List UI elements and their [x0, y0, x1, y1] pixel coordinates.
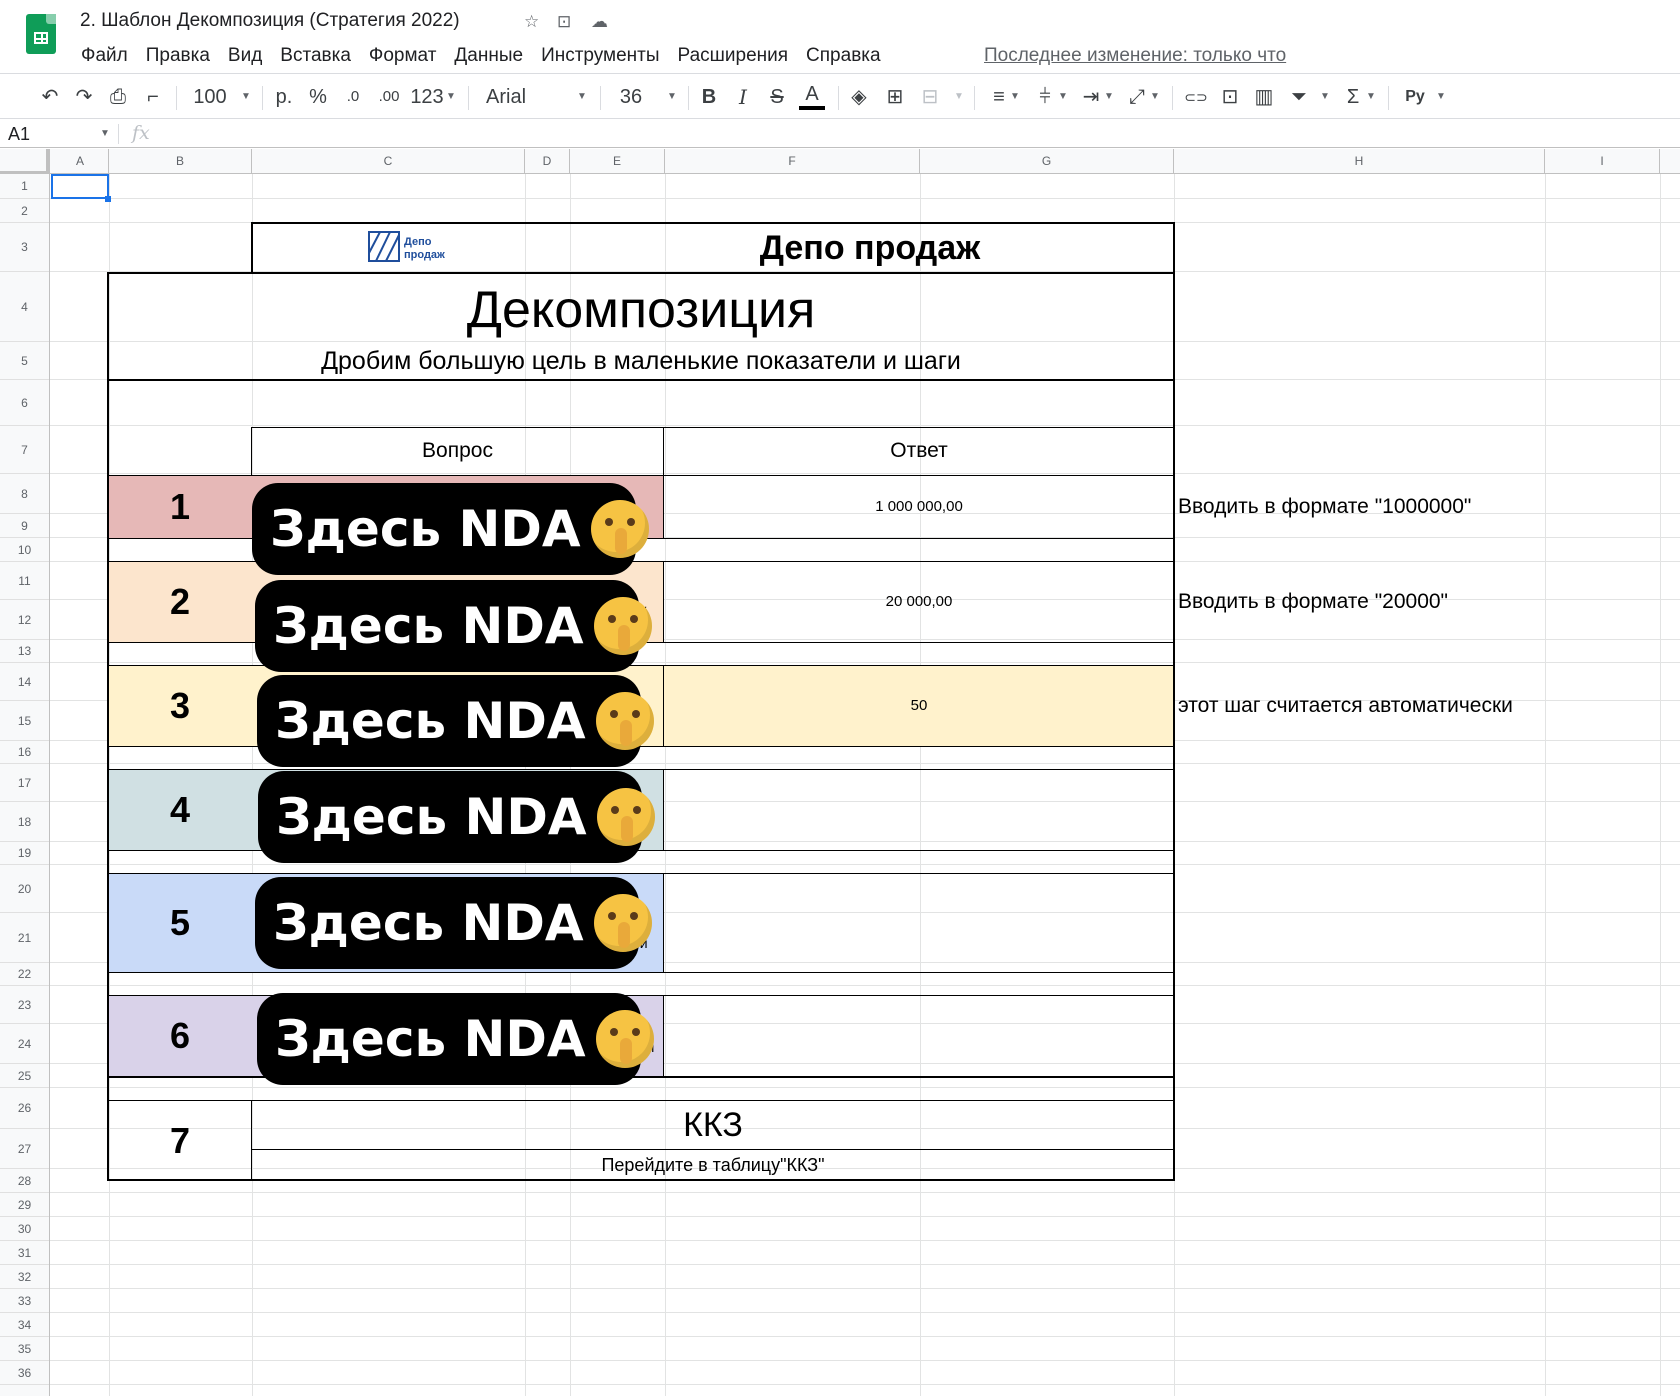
- column-header-a[interactable]: A: [52, 149, 109, 174]
- toolbar-separator: [838, 86, 839, 110]
- row-header-33[interactable]: 33: [0, 1289, 49, 1313]
- nda-redaction-label: Здесь NDA: [257, 993, 641, 1085]
- column-header-e[interactable]: E: [570, 149, 665, 174]
- answer-cell[interactable]: 1 000 000,00: [875, 498, 963, 515]
- column-header-c[interactable]: C: [252, 149, 525, 174]
- row-header-14[interactable]: 14: [0, 663, 49, 701]
- toolbar-separator: [176, 86, 177, 110]
- menu-insert[interactable]: Вставка: [280, 45, 351, 66]
- nda-redaction-label: Здесь NDA: [255, 877, 639, 969]
- row-header-10[interactable]: 10: [0, 538, 49, 562]
- chevron-down-icon[interactable]: ▼: [1058, 91, 1068, 102]
- decrease-decimals-button[interactable]: .0: [346, 88, 360, 105]
- percent-format-button[interactable]: %: [309, 86, 327, 108]
- chevron-down-icon[interactable]: ▼: [1436, 91, 1446, 102]
- step-number: 7: [169, 1120, 191, 1161]
- row-header-17[interactable]: 17: [0, 764, 49, 802]
- answer-cell[interactable]: 50: [910, 697, 928, 714]
- question-column-header: Вопрос: [422, 439, 493, 462]
- row-header-32[interactable]: 32: [0, 1265, 49, 1289]
- shushing-face-icon: [596, 692, 654, 750]
- input-hint-note: Вводить в формате "1000000": [1178, 495, 1472, 518]
- gridline: [50, 1288, 1680, 1289]
- zoom-select[interactable]: 100: [193, 86, 227, 108]
- redo-icon[interactable]: ↷: [75, 86, 93, 108]
- gridline: [50, 1336, 1680, 1337]
- more-formats-button[interactable]: 123: [410, 86, 444, 108]
- increase-decimals-button[interactable]: .00: [378, 88, 400, 105]
- row-header-22[interactable]: 22: [0, 963, 49, 986]
- row-header-27[interactable]: 27: [0, 1129, 49, 1169]
- column-header-i[interactable]: I: [1545, 149, 1660, 174]
- print-icon[interactable]: ⎙: [110, 86, 126, 108]
- row-header-15[interactable]: 15: [0, 701, 49, 741]
- text-color-button[interactable]: A: [799, 84, 825, 110]
- gridline: [1660, 174, 1661, 1396]
- gridline: [50, 1192, 1680, 1193]
- borders-icon[interactable]: ⊞: [886, 86, 904, 108]
- row-header-4[interactable]: 4: [0, 272, 49, 342]
- fx-icon: fx: [132, 122, 150, 144]
- gridline: [50, 1384, 1680, 1385]
- row-header-11[interactable]: 11: [0, 562, 49, 600]
- answer-cell[interactable]: 20 000,00: [885, 593, 953, 610]
- toolbar-separator: [1388, 86, 1389, 110]
- insert-comment-icon[interactable]: ⊡: [1221, 86, 1239, 108]
- bold-button[interactable]: B: [701, 86, 717, 108]
- fill-handle[interactable]: [105, 196, 111, 202]
- gridline: [50, 1216, 1680, 1217]
- column-header-f[interactable]: F: [665, 149, 920, 174]
- toolbar-separator: [688, 86, 689, 110]
- chevron-down-icon[interactable]: ▼: [100, 128, 110, 139]
- chevron-down-icon[interactable]: ▼: [667, 91, 677, 102]
- row-header-8[interactable]: 8: [0, 474, 49, 514]
- border-line: [663, 873, 664, 972]
- step-number: 3: [169, 685, 191, 726]
- row-header-3[interactable]: 3: [0, 223, 49, 272]
- step-number: 2: [169, 581, 191, 622]
- row-header-20[interactable]: 20: [0, 865, 49, 913]
- merge-cells-icon[interactable]: ⊟: [921, 86, 939, 108]
- text-wrap-icon[interactable]: ⇥: [1082, 86, 1100, 108]
- nda-redaction-label: Здесь NDA: [255, 580, 639, 672]
- chevron-down-icon[interactable]: ▼: [1320, 91, 1330, 102]
- strikethrough-button[interactable]: S: [770, 86, 784, 108]
- chevron-down-icon[interactable]: ▼: [954, 91, 964, 102]
- menu-help[interactable]: Справка: [806, 45, 881, 66]
- toolbar-separator: [974, 86, 975, 110]
- row-header-25[interactable]: 25: [0, 1064, 49, 1088]
- row-header-5[interactable]: 5: [0, 342, 49, 380]
- menu-tools[interactable]: Инструменты: [541, 45, 660, 66]
- row-header-13[interactable]: 13: [0, 640, 49, 663]
- kkz-title: ККЗ: [683, 1106, 743, 1144]
- row-header-30[interactable]: 30: [0, 1217, 49, 1241]
- depo-logo-icon: [368, 231, 402, 263]
- row-header-31[interactable]: 31: [0, 1241, 49, 1265]
- text-rotation-icon[interactable]: ⤢: [1129, 86, 1145, 108]
- kkz-link-text[interactable]: Перейдите в таблицу"ККЗ": [601, 1155, 825, 1175]
- border-line: [107, 769, 1175, 770]
- vertical-align-icon[interactable]: ⫩: [1039, 86, 1051, 108]
- chevron-down-icon[interactable]: ▼: [241, 91, 251, 102]
- menu-format[interactable]: Формат: [368, 45, 437, 66]
- font-size-select[interactable]: 36: [619, 86, 643, 108]
- toolbar-separator: [600, 86, 601, 110]
- toolbar-separator: [262, 86, 263, 110]
- step-number: 1: [169, 486, 191, 527]
- shushing-face-icon: [594, 894, 652, 952]
- nda-redaction-label: Здесь NDA: [252, 483, 636, 575]
- column-header-g[interactable]: G: [920, 149, 1174, 174]
- input-hint-note: этот шаг считается автоматически: [1178, 694, 1513, 717]
- border-line: [663, 995, 664, 1076]
- paint-format-icon[interactable]: ⌐: [147, 86, 159, 108]
- shushing-face-icon: [597, 788, 655, 846]
- row-header-24[interactable]: 24: [0, 1024, 49, 1064]
- row-header-7[interactable]: 7: [0, 426, 49, 474]
- gridline: [50, 1264, 1680, 1265]
- shushing-face-icon: [594, 597, 652, 655]
- chevron-down-icon[interactable]: ▼: [1010, 91, 1020, 102]
- nda-redaction-label: Здесь NDA: [257, 675, 641, 767]
- row-header-28[interactable]: 28: [0, 1169, 49, 1193]
- row-header-26[interactable]: 26: [0, 1088, 49, 1129]
- last-edit-link[interactable]: Последнее изменение: только что: [984, 45, 1287, 66]
- row-header-35[interactable]: 35: [0, 1337, 49, 1361]
- star-icon[interactable]: ☆: [524, 12, 540, 31]
- brand-logo-line2: продаж: [404, 249, 445, 261]
- filter-icon[interactable]: ⏷: [1291, 86, 1307, 108]
- toolbar-separator: [1172, 86, 1173, 110]
- chevron-down-icon[interactable]: ▼: [1104, 91, 1114, 102]
- chevron-down-icon[interactable]: ▼: [577, 91, 587, 102]
- step-number: 5: [169, 902, 191, 943]
- insert-chart-icon[interactable]: ▥: [1254, 86, 1274, 108]
- chevron-down-icon[interactable]: ▼: [446, 91, 456, 102]
- input-hint-note: Вводить в формате "20000": [1178, 590, 1449, 613]
- select-all-corner[interactable]: [0, 149, 50, 174]
- step-number: 6: [169, 1015, 191, 1056]
- border-line: [107, 873, 1175, 874]
- gridline: [50, 1312, 1680, 1313]
- chevron-down-icon[interactable]: ▼: [1150, 91, 1160, 102]
- functions-icon[interactable]: Σ: [1346, 86, 1360, 108]
- shushing-face-icon: [596, 1010, 654, 1068]
- cloud-status-icon[interactable]: ☁: [591, 12, 608, 31]
- row-header-16[interactable]: 16: [0, 741, 49, 764]
- row-header-9[interactable]: 9: [0, 514, 49, 538]
- row-header-29[interactable]: 29: [0, 1193, 49, 1217]
- row-header-2[interactable]: 2: [0, 199, 49, 223]
- column-header-h[interactable]: H: [1174, 149, 1545, 174]
- answer-column-header: Ответ: [890, 439, 948, 462]
- border-line: [663, 769, 664, 850]
- page-title: Декомпозиция: [466, 281, 816, 339]
- menu-view[interactable]: Вид: [227, 45, 263, 66]
- toolbar-separator: [468, 86, 469, 110]
- italic-button[interactable]: I: [739, 85, 747, 109]
- menu-file[interactable]: Файл: [81, 45, 128, 66]
- row-header-6[interactable]: 6: [0, 380, 49, 426]
- row-header-21[interactable]: 21: [0, 913, 49, 963]
- nda-redaction-label: Здесь NDA: [258, 771, 642, 863]
- input-tools-icon[interactable]: Ру: [1405, 88, 1425, 105]
- row-header-18[interactable]: 18: [0, 802, 49, 842]
- formula-separator: [118, 124, 119, 144]
- move-folder-icon[interactable]: ⊡: [557, 12, 572, 31]
- document-title[interactable]: 2. Шаблон Декомпозиция (Стратегия 2022): [80, 10, 460, 31]
- currency-format-button[interactable]: р.: [275, 86, 293, 108]
- selected-cell-a1[interactable]: [51, 174, 109, 199]
- formula-bar: [0, 120, 1680, 148]
- column-header-d[interactable]: D: [525, 149, 570, 174]
- font-family-select[interactable]: Arial: [486, 86, 527, 108]
- row-header-36[interactable]: 36: [0, 1361, 49, 1385]
- row-header-19[interactable]: 19: [0, 842, 49, 865]
- row-headers: [0, 174, 50, 1396]
- gridline: [50, 1360, 1680, 1361]
- insert-link-icon[interactable]: ⊂⊃: [1184, 89, 1208, 105]
- shushing-face-icon: [591, 500, 649, 558]
- gridline: [50, 1240, 1680, 1241]
- menu-edit[interactable]: Правка: [145, 45, 210, 66]
- row-header-34[interactable]: 34: [0, 1313, 49, 1337]
- page-subtitle: Дробим большую цель в маленькие показатели и шаги: [321, 347, 961, 375]
- border-line: [107, 379, 1175, 381]
- menu-bar: [81, 43, 890, 69]
- border-line: [107, 972, 1175, 973]
- gridline: [50, 198, 1680, 199]
- step-number: 4: [169, 789, 191, 830]
- chevron-down-icon[interactable]: ▼: [1366, 91, 1376, 102]
- toolbar: [0, 73, 1680, 119]
- column-headers: [0, 149, 1680, 174]
- row-header-1[interactable]: 1: [0, 174, 49, 199]
- menu-extensions[interactable]: Расширения: [677, 45, 789, 66]
- row-header-23[interactable]: 23: [0, 986, 49, 1024]
- gridline: [1545, 174, 1546, 1396]
- menu-data[interactable]: Данные: [454, 45, 524, 66]
- undo-icon[interactable]: ↶: [41, 86, 59, 108]
- horizontal-align-icon[interactable]: ≡: [993, 86, 1005, 108]
- sheets-logo-icon[interactable]: [26, 14, 56, 54]
- brand-title: Депо продаж: [759, 229, 981, 267]
- brand-logo-line1: Депо: [404, 236, 432, 248]
- name-box[interactable]: A1: [8, 124, 31, 144]
- fill-color-icon[interactable]: ◈: [851, 86, 867, 108]
- row-header-12[interactable]: 12: [0, 600, 49, 640]
- column-header-b[interactable]: B: [109, 149, 252, 174]
